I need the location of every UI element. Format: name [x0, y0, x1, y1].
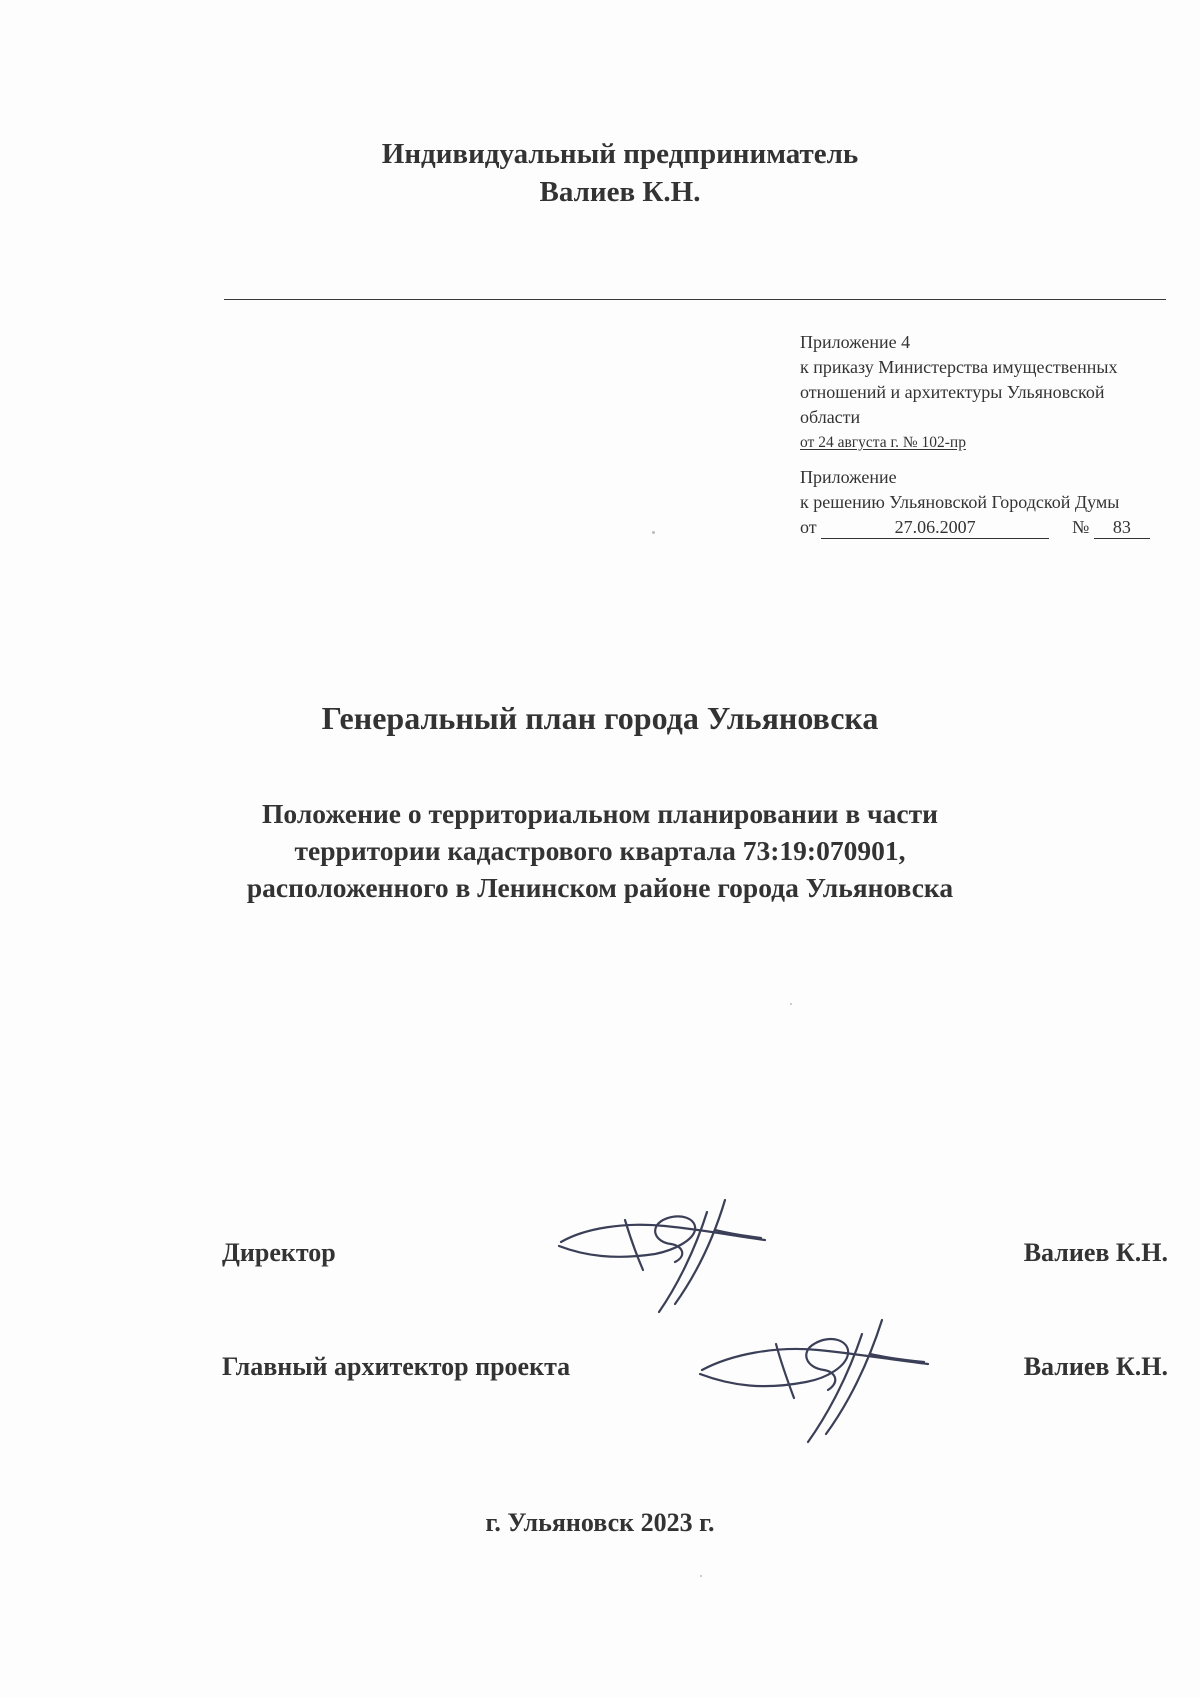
document-subtitle: [210, 795, 990, 906]
organization-header: [300, 135, 940, 211]
subtitle-line-2: территории кадастрового квартала 73:19:070901,: [294, 835, 906, 866]
signatory-role: Главный архитектор проекта: [222, 1352, 571, 1381]
scan-speck: [790, 1003, 792, 1005]
decision-number: 83: [1094, 516, 1150, 539]
date-prefix: от: [800, 517, 817, 537]
scan-speck: [652, 531, 655, 534]
header-divider: [224, 299, 1166, 300]
decision-date: 27.06.2007: [821, 516, 1049, 539]
annex2-date-line: [800, 515, 1180, 540]
signatory-name: Валиев К.Н.: [1023, 1238, 1168, 1267]
document-title: Генеральный план города Ульяновска: [321, 700, 879, 736]
architect-signature: [698, 1310, 934, 1450]
director-signature: [555, 1190, 775, 1320]
annex-order-ref: от 24 августа г. № 102-пр: [800, 434, 966, 451]
annex-number: Приложение 4: [800, 332, 911, 352]
subtitle-line-3: расположенного в Ленинском районе города Ульяновска: [246, 872, 954, 903]
number-prefix: №: [1072, 517, 1090, 537]
organization-name: Валиев К.Н.: [539, 176, 701, 208]
subtitle-line-1: Положение о территориальном планировании в части: [262, 798, 938, 829]
annex-order-line: к приказу Министерства имущественных: [800, 357, 1118, 377]
organization-type: Индивидуальный предприниматель: [381, 138, 859, 170]
signatory-name: Валиев К.Н.: [1023, 1352, 1168, 1381]
city-year: г. Ульяновск 2023 г.: [485, 1508, 715, 1537]
signature-row-architect: [222, 1352, 1168, 1392]
annex2-title: Приложение: [800, 467, 897, 487]
signatory-role: Директор: [222, 1238, 336, 1267]
annex-region-line: области: [800, 407, 861, 427]
annex-ministry-line: отношений и архитектуры Ульяновской: [800, 382, 1105, 402]
scan-speck: [700, 1575, 702, 1577]
annex2-decision-line: к решению Ульяновской Городской Думы: [800, 492, 1120, 512]
annex-block: [800, 330, 1180, 540]
